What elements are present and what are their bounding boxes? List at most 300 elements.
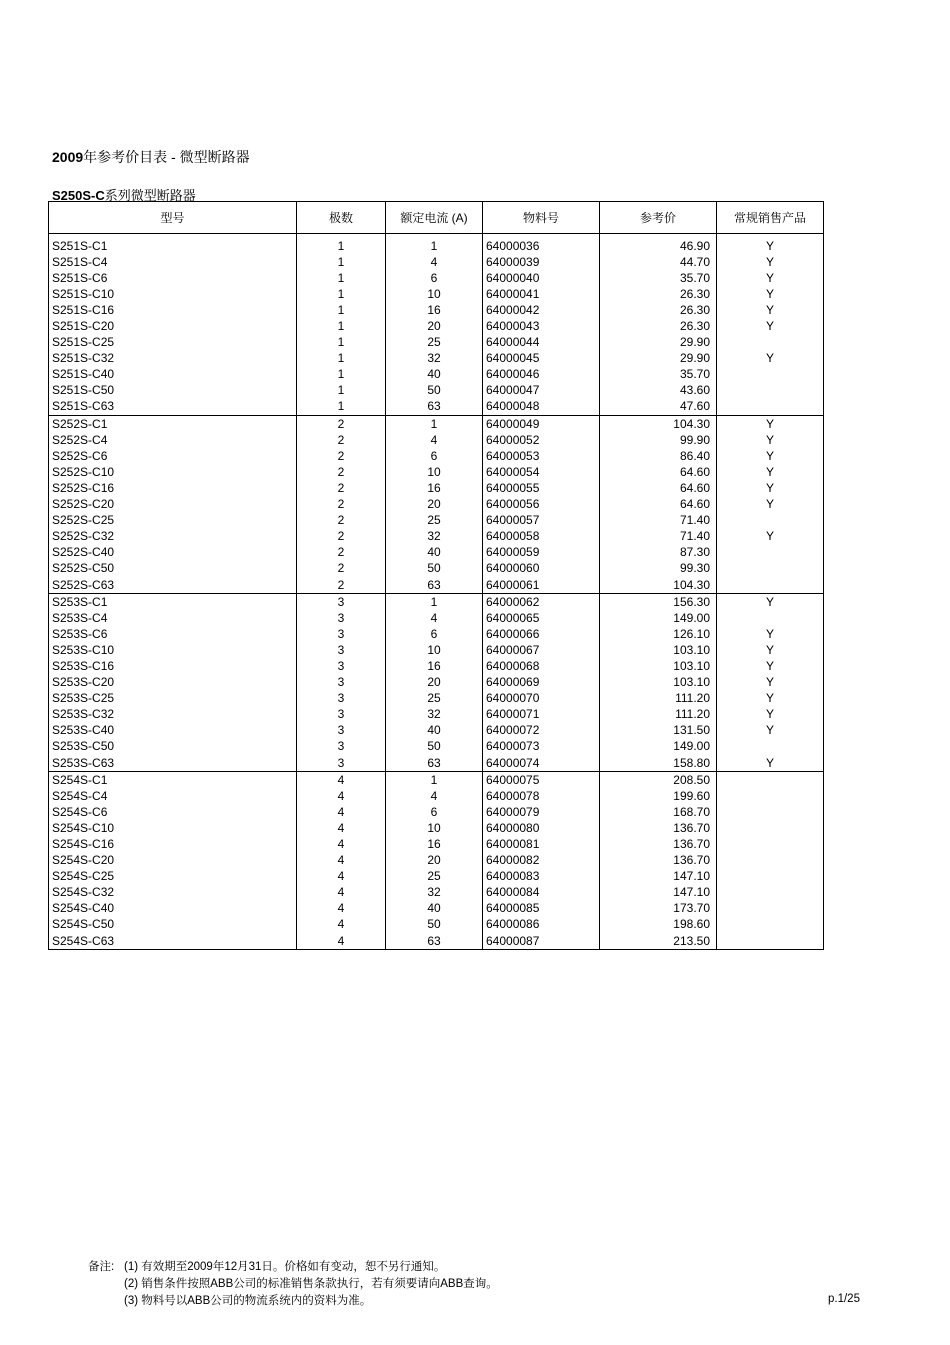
cell-rated-current: 10 <box>386 464 483 480</box>
cell-ref-price: 64.60 <box>600 497 717 513</box>
cell-poles: 1 <box>297 270 386 286</box>
table-row <box>49 836 824 852</box>
cell-material-no: 64000070 <box>483 691 600 707</box>
title-year: 2009 <box>52 149 84 165</box>
cell-rated-current: 63 <box>386 577 483 594</box>
cell-rated-current: 25 <box>386 335 483 351</box>
table-row <box>49 772 824 789</box>
cell-model: S252S-C63 <box>49 577 297 594</box>
cell-ref-price: 35.70 <box>600 367 717 383</box>
cell-poles: 4 <box>297 869 386 885</box>
cell-model: S251S-C32 <box>49 351 297 367</box>
cell-model: S252S-C20 <box>49 497 297 513</box>
table-row <box>49 448 824 464</box>
cell-model: S252S-C6 <box>49 448 297 464</box>
cell-regular <box>717 933 824 950</box>
cell-rated-current: 1 <box>386 594 483 611</box>
cell-rated-current: 20 <box>386 675 483 691</box>
cell-model: S252S-C10 <box>49 464 297 480</box>
cell-ref-price: 103.10 <box>600 675 717 691</box>
notes <box>88 1259 498 1310</box>
table-row <box>49 254 824 270</box>
table-row <box>49 318 824 334</box>
cell-regular: Y <box>717 594 824 611</box>
header-poles: 极数 <box>297 202 386 234</box>
cell-poles: 2 <box>297 561 386 577</box>
cell-material-no: 64000040 <box>483 270 600 286</box>
header-model: 型号 <box>49 202 297 234</box>
table-row <box>49 933 824 950</box>
cell-rated-current: 50 <box>386 917 483 933</box>
cell-model: S254S-C32 <box>49 885 297 901</box>
table-row <box>49 804 824 820</box>
cell-rated-current: 25 <box>386 869 483 885</box>
cell-material-no: 64000054 <box>483 464 600 480</box>
cell-model: S253S-C10 <box>49 642 297 658</box>
cell-material-no: 64000079 <box>483 804 600 820</box>
cell-rated-current: 63 <box>386 755 483 772</box>
cell-rated-current: 20 <box>386 497 483 513</box>
cell-regular: Y <box>717 286 824 302</box>
cell-regular <box>717 383 824 399</box>
cell-model: S252S-C1 <box>49 416 297 433</box>
cell-rated-current: 1 <box>386 234 483 255</box>
cell-ref-price: 44.70 <box>600 254 717 270</box>
cell-material-no: 64000068 <box>483 658 600 674</box>
cell-material-no: 64000072 <box>483 723 600 739</box>
cell-material-no: 64000086 <box>483 917 600 933</box>
cell-model: S254S-C1 <box>49 772 297 789</box>
cell-model: S251S-C16 <box>49 302 297 318</box>
cell-rated-current: 40 <box>386 545 483 561</box>
table-row <box>49 335 824 351</box>
cell-ref-price: 99.90 <box>600 432 717 448</box>
cell-regular <box>717 399 824 416</box>
price-table <box>48 201 824 950</box>
table-row <box>49 788 824 804</box>
cell-ref-price: 213.50 <box>600 933 717 950</box>
cell-material-no: 64000048 <box>483 399 600 416</box>
cell-poles: 1 <box>297 399 386 416</box>
cell-model: S252S-C50 <box>49 561 297 577</box>
page-number: p.1/25 <box>828 1293 860 1305</box>
title-text: 年参考价目表 - 微型断路器 <box>83 149 250 165</box>
cell-poles: 4 <box>297 804 386 820</box>
cell-material-no: 64000039 <box>483 254 600 270</box>
cell-model: S251S-C40 <box>49 367 297 383</box>
table-row <box>49 901 824 917</box>
cell-poles: 3 <box>297 610 386 626</box>
cell-rated-current: 40 <box>386 723 483 739</box>
table-row <box>49 658 824 674</box>
cell-material-no: 64000043 <box>483 318 600 334</box>
cell-model: S251S-C25 <box>49 335 297 351</box>
cell-ref-price: 104.30 <box>600 577 717 594</box>
cell-regular <box>717 513 824 529</box>
table-row <box>49 853 824 869</box>
cell-material-no: 64000071 <box>483 707 600 723</box>
cell-material-no: 64000067 <box>483 642 600 658</box>
cell-poles: 4 <box>297 772 386 789</box>
cell-ref-price: 46.90 <box>600 234 717 255</box>
cell-poles: 3 <box>297 675 386 691</box>
cell-material-no: 64000058 <box>483 529 600 545</box>
cell-model: S253S-C4 <box>49 610 297 626</box>
header-regular-product: 常规销售产品 <box>717 202 824 234</box>
cell-regular <box>717 561 824 577</box>
cell-ref-price: 86.40 <box>600 448 717 464</box>
cell-rated-current: 40 <box>386 367 483 383</box>
cell-rated-current: 6 <box>386 448 483 464</box>
cell-poles: 1 <box>297 286 386 302</box>
cell-rated-current: 50 <box>386 561 483 577</box>
cell-regular <box>717 610 824 626</box>
cell-material-no: 64000041 <box>483 286 600 302</box>
table-row <box>49 820 824 836</box>
cell-poles: 2 <box>297 464 386 480</box>
table-row <box>49 885 824 901</box>
cell-poles: 1 <box>297 367 386 383</box>
cell-rated-current: 50 <box>386 383 483 399</box>
cell-rated-current: 63 <box>386 933 483 950</box>
cell-poles: 2 <box>297 545 386 561</box>
cell-regular: Y <box>717 302 824 318</box>
cell-rated-current: 16 <box>386 302 483 318</box>
cell-material-no: 64000073 <box>483 739 600 755</box>
table-row <box>49 917 824 933</box>
cell-ref-price: 136.70 <box>600 820 717 836</box>
note-item: (1) 有效期至2009年12月31日。价格如有变动，恕不另行通知。 <box>124 1261 446 1273</box>
cell-regular: Y <box>717 691 824 707</box>
cell-rated-current: 63 <box>386 399 483 416</box>
cell-regular <box>717 869 824 885</box>
cell-material-no: 64000082 <box>483 853 600 869</box>
cell-regular <box>717 853 824 869</box>
cell-model: S254S-C16 <box>49 836 297 852</box>
cell-poles: 3 <box>297 626 386 642</box>
cell-regular: Y <box>717 464 824 480</box>
cell-ref-price: 156.30 <box>600 594 717 611</box>
cell-poles: 1 <box>297 351 386 367</box>
cell-ref-price: 29.90 <box>600 335 717 351</box>
table-row <box>49 675 824 691</box>
cell-model: S252S-C16 <box>49 480 297 496</box>
cell-rated-current: 25 <box>386 513 483 529</box>
cell-ref-price: 149.00 <box>600 739 717 755</box>
cell-poles: 4 <box>297 901 386 917</box>
table-row <box>49 480 824 496</box>
cell-ref-price: 149.00 <box>600 610 717 626</box>
table-row <box>49 739 824 755</box>
cell-poles: 2 <box>297 432 386 448</box>
cell-regular: Y <box>717 755 824 772</box>
table-row <box>49 234 824 255</box>
cell-model: S253S-C25 <box>49 691 297 707</box>
cell-rated-current: 6 <box>386 270 483 286</box>
cell-ref-price: 131.50 <box>600 723 717 739</box>
cell-regular: Y <box>717 416 824 433</box>
cell-ref-price: 71.40 <box>600 529 717 545</box>
cell-ref-price: 147.10 <box>600 885 717 901</box>
header-material-no: 物料号 <box>483 202 600 234</box>
table-row <box>49 545 824 561</box>
cell-model: S253S-C20 <box>49 675 297 691</box>
cell-rated-current: 10 <box>386 286 483 302</box>
cell-poles: 4 <box>297 885 386 901</box>
table-row <box>49 302 824 318</box>
cell-poles: 4 <box>297 788 386 804</box>
cell-rated-current: 16 <box>386 836 483 852</box>
note-item: (3) 物料号以ABB公司的物流系统内的资料为准。 <box>124 1295 372 1307</box>
cell-regular: Y <box>717 254 824 270</box>
cell-ref-price: 47.60 <box>600 399 717 416</box>
table-row <box>49 707 824 723</box>
cell-material-no: 64000080 <box>483 820 600 836</box>
cell-material-no: 64000044 <box>483 335 600 351</box>
cell-material-no: 64000075 <box>483 772 600 789</box>
table-row <box>49 351 824 367</box>
cell-rated-current: 4 <box>386 432 483 448</box>
cell-poles: 2 <box>297 577 386 594</box>
cell-poles: 3 <box>297 691 386 707</box>
cell-ref-price: 111.20 <box>600 707 717 723</box>
cell-regular <box>717 367 824 383</box>
cell-model: S252S-C25 <box>49 513 297 529</box>
cell-regular <box>717 545 824 561</box>
table-row <box>49 464 824 480</box>
cell-regular: Y <box>717 234 824 255</box>
cell-rated-current: 40 <box>386 901 483 917</box>
cell-poles: 2 <box>297 448 386 464</box>
cell-regular: Y <box>717 723 824 739</box>
cell-material-no: 64000060 <box>483 561 600 577</box>
cell-poles: 1 <box>297 318 386 334</box>
cell-material-no: 64000036 <box>483 234 600 255</box>
table-row <box>49 513 824 529</box>
cell-rated-current: 1 <box>386 416 483 433</box>
cell-regular: Y <box>717 642 824 658</box>
cell-rated-current: 16 <box>386 658 483 674</box>
table-row <box>49 416 824 433</box>
cell-regular <box>717 335 824 351</box>
cell-model: S251S-C63 <box>49 399 297 416</box>
cell-poles: 3 <box>297 594 386 611</box>
header-rated-current: 额定电流 (A) <box>386 202 483 234</box>
section-code: S250S-C <box>52 188 105 203</box>
cell-material-no: 64000057 <box>483 513 600 529</box>
cell-model: S254S-C10 <box>49 820 297 836</box>
section-text: 系列微型断路器 <box>104 188 196 203</box>
cell-poles: 2 <box>297 480 386 496</box>
cell-model: S254S-C4 <box>49 788 297 804</box>
cell-regular <box>717 885 824 901</box>
cell-regular: Y <box>717 658 824 674</box>
cell-ref-price: 99.30 <box>600 561 717 577</box>
cell-material-no: 64000083 <box>483 869 600 885</box>
cell-material-no: 64000052 <box>483 432 600 448</box>
cell-regular: Y <box>717 351 824 367</box>
cell-material-no: 64000069 <box>483 675 600 691</box>
cell-model: S252S-C40 <box>49 545 297 561</box>
table-row <box>49 432 824 448</box>
cell-material-no: 64000047 <box>483 383 600 399</box>
cell-material-no: 64000085 <box>483 901 600 917</box>
cell-rated-current: 6 <box>386 804 483 820</box>
cell-rated-current: 4 <box>386 610 483 626</box>
cell-poles: 4 <box>297 820 386 836</box>
cell-material-no: 64000059 <box>483 545 600 561</box>
cell-model: S254S-C20 <box>49 853 297 869</box>
cell-regular: Y <box>717 432 824 448</box>
cell-model: S254S-C63 <box>49 933 297 950</box>
cell-rated-current: 16 <box>386 480 483 496</box>
cell-model: S251S-C50 <box>49 383 297 399</box>
table-row <box>49 529 824 545</box>
cell-model: S251S-C4 <box>49 254 297 270</box>
cell-rated-current: 4 <box>386 788 483 804</box>
cell-regular: Y <box>717 626 824 642</box>
cell-material-no: 64000065 <box>483 610 600 626</box>
table-row <box>49 399 824 416</box>
table-row <box>49 367 824 383</box>
cell-poles: 3 <box>297 658 386 674</box>
cell-ref-price: 26.30 <box>600 286 717 302</box>
table-row <box>49 383 824 399</box>
cell-material-no: 64000049 <box>483 416 600 433</box>
cell-poles: 3 <box>297 739 386 755</box>
cell-ref-price: 198.60 <box>600 917 717 933</box>
cell-ref-price: 64.60 <box>600 464 717 480</box>
cell-regular <box>717 917 824 933</box>
cell-material-no: 64000078 <box>483 788 600 804</box>
cell-poles: 3 <box>297 723 386 739</box>
cell-regular <box>717 836 824 852</box>
cell-poles: 3 <box>297 707 386 723</box>
cell-model: S253S-C63 <box>49 755 297 772</box>
table-row <box>49 561 824 577</box>
cell-regular <box>717 577 824 594</box>
cell-model: S253S-C6 <box>49 626 297 642</box>
cell-regular: Y <box>717 480 824 496</box>
cell-rated-current: 25 <box>386 691 483 707</box>
cell-model: S254S-C6 <box>49 804 297 820</box>
cell-ref-price: 103.10 <box>600 658 717 674</box>
cell-model: S251S-C20 <box>49 318 297 334</box>
table-row <box>49 869 824 885</box>
cell-material-no: 64000074 <box>483 755 600 772</box>
cell-model: S254S-C40 <box>49 901 297 917</box>
cell-poles: 1 <box>297 234 386 255</box>
cell-material-no: 64000056 <box>483 497 600 513</box>
cell-ref-price: 35.70 <box>600 270 717 286</box>
cell-material-no: 64000061 <box>483 577 600 594</box>
cell-ref-price: 136.70 <box>600 836 717 852</box>
cell-model: S252S-C32 <box>49 529 297 545</box>
notes-label: 备注: <box>88 1261 115 1273</box>
table-row <box>49 723 824 739</box>
cell-model: S253S-C40 <box>49 723 297 739</box>
page-title <box>52 147 250 167</box>
cell-rated-current: 32 <box>386 351 483 367</box>
cell-regular <box>717 772 824 789</box>
table-row <box>49 577 824 594</box>
cell-model: S253S-C50 <box>49 739 297 755</box>
cell-rated-current: 20 <box>386 318 483 334</box>
cell-ref-price: 71.40 <box>600 513 717 529</box>
cell-poles: 4 <box>297 933 386 950</box>
table-row <box>49 594 824 611</box>
table-row <box>49 610 824 626</box>
table-row <box>49 755 824 772</box>
cell-model: S251S-C10 <box>49 286 297 302</box>
cell-poles: 1 <box>297 302 386 318</box>
cell-model: S254S-C50 <box>49 917 297 933</box>
cell-rated-current: 10 <box>386 642 483 658</box>
cell-rated-current: 32 <box>386 529 483 545</box>
cell-model: S251S-C1 <box>49 234 297 255</box>
cell-ref-price: 168.70 <box>600 804 717 820</box>
cell-poles: 2 <box>297 497 386 513</box>
cell-ref-price: 199.60 <box>600 788 717 804</box>
cell-material-no: 64000087 <box>483 933 600 950</box>
cell-material-no: 64000042 <box>483 302 600 318</box>
table-row <box>49 626 824 642</box>
cell-rated-current: 32 <box>386 707 483 723</box>
cell-regular: Y <box>717 497 824 513</box>
cell-regular: Y <box>717 675 824 691</box>
cell-rated-current: 20 <box>386 853 483 869</box>
cell-model: S252S-C4 <box>49 432 297 448</box>
cell-poles: 2 <box>297 416 386 433</box>
cell-regular <box>717 820 824 836</box>
cell-material-no: 64000062 <box>483 594 600 611</box>
cell-ref-price: 173.70 <box>600 901 717 917</box>
table-row <box>49 270 824 286</box>
header-ref-price: 参考价 <box>600 202 717 234</box>
cell-model: S253S-C32 <box>49 707 297 723</box>
table-row <box>49 286 824 302</box>
cell-regular <box>717 788 824 804</box>
cell-ref-price: 64.60 <box>600 480 717 496</box>
cell-poles: 1 <box>297 254 386 270</box>
cell-regular: Y <box>717 707 824 723</box>
cell-material-no: 64000084 <box>483 885 600 901</box>
cell-model: S251S-C6 <box>49 270 297 286</box>
cell-rated-current: 32 <box>386 885 483 901</box>
cell-ref-price: 29.90 <box>600 351 717 367</box>
cell-ref-price: 26.30 <box>600 302 717 318</box>
cell-poles: 2 <box>297 513 386 529</box>
cell-model: S253S-C16 <box>49 658 297 674</box>
cell-regular: Y <box>717 318 824 334</box>
cell-poles: 1 <box>297 383 386 399</box>
cell-rated-current: 50 <box>386 739 483 755</box>
cell-regular: Y <box>717 448 824 464</box>
cell-poles: 4 <box>297 836 386 852</box>
table-header-row <box>49 202 824 234</box>
cell-ref-price: 87.30 <box>600 545 717 561</box>
cell-ref-price: 136.70 <box>600 853 717 869</box>
cell-ref-price: 104.30 <box>600 416 717 433</box>
cell-material-no: 64000066 <box>483 626 600 642</box>
cell-rated-current: 4 <box>386 254 483 270</box>
cell-ref-price: 26.30 <box>600 318 717 334</box>
cell-ref-price: 158.80 <box>600 755 717 772</box>
cell-material-no: 64000081 <box>483 836 600 852</box>
cell-ref-price: 208.50 <box>600 772 717 789</box>
cell-poles: 2 <box>297 529 386 545</box>
cell-ref-price: 126.10 <box>600 626 717 642</box>
